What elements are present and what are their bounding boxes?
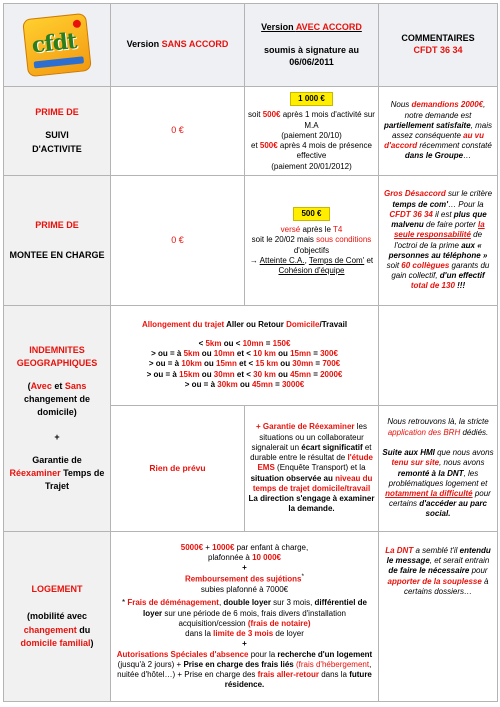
amount-badge: 500 € <box>293 207 329 221</box>
cell-logement-details: 5000€ + 1000€ par enfant à charge, plafonnée à 10 000€ + Remboursement des sujétions* subies plafonné à 7000€ * Frais de déménagement, double loyer sur 3 mois, différentiel de loyer sur une période de 6 mois, frais divers d'installation acquisition/cession (frais de notaire) dans la limite de 3 mois de loyer + Autorisations Spéciales d'absence pour la recherche d'un logement (jusqu'à 2 jours) + Prise en charge des frais liés (frais d'hébergement, nuitée d'hôtel…) + Prise en charge des frais aller-retour dans la future résidence. <box>111 532 379 702</box>
row-label-montee: PRIME DE MONTEE EN CHARGE <box>4 176 111 306</box>
table-row <box>4 532 498 702</box>
logo-cell <box>4 4 111 87</box>
row-label-logement: LOGEMENT (mobilité avec changement du domicile familial) <box>4 532 111 702</box>
cell-sans-suivi: 0 € <box>111 87 245 176</box>
comment-montee: Gros Désaccord sur le critère temps de com'… Pour la CFDT 36 34 il est plus que malvenu de faire porter la seule responsabilité de l'octroi de la prime aux « personnes au téléphone » soit 60 collègues garants du gain collectif, d'un effectif total de 130 !!! <box>379 176 498 306</box>
cell-sans-montee: 0 € <box>111 176 245 306</box>
comparison-table <box>3 3 498 702</box>
comment-indemnites: Nous retrouvons là, la stricte application des BRH dédiés. Suite aux HMI que nous avons tenu sur site, nous avons remonté à la DNT, les problématiques logement et notamment la difficulté pour certains d'accéder au parc social. <box>379 406 498 532</box>
table-row <box>4 176 498 306</box>
table-row <box>4 87 498 176</box>
comment-logement: La DNT a semblé t'il entendu le message, et serait entrain de faire le nécessaire pour apporter de la souplesse à certains dossiers… <box>379 532 498 702</box>
cell-avec-suivi: 1 000 € soit 500€ après 1 mois d'activité sur M.A (paiement 20/10) et 500€ après 4 mois de présence effective (paiement 20/01/2012) <box>245 87 379 176</box>
table-header-row <box>4 4 498 87</box>
cell-empty <box>379 306 498 406</box>
row-label-suivi: PRIME DE SUIVI D'ACTIVITE <box>4 87 111 176</box>
cell-grille-distances: Allongement du trajet Aller ou Retour Domicile/Travail < 5km ou < 10mn = 150€ > ou = à 5km ou 10mn et < 10 km ou 15mn = 300€ > ou = à 10km ou 15mn et < 15 km ou 30mn = 700€ > ou = à 15km ou 30mn et < 30 km ou 45mn = 2000€ > ou = à 30km ou 45mn = 3000€ <box>111 306 379 406</box>
cfdt-logo: cfdt <box>22 13 92 77</box>
amount-badge: 1 000 € <box>290 92 333 106</box>
row-label-indemnites: INDEMNITES GEOGRAPHIQUES (Avec et Sans changement de domicile) + Garantie de Réexaminer Temps de Trajet <box>4 306 111 532</box>
header-avec-accord: Version AVEC ACCORD soumis à signature au 06/06/2011 <box>245 4 379 87</box>
distance-scale: < 5km ou < 10mn = 150€ > ou = à 5km ou 10mn et < 10 km ou 15mn = 300€ > ou = à 10km ou 15mn et < 15 km ou 30mn = 700€ > ou = à 15km ou 30mn et < 30 km ou 45mn = 2000€ > ou = à 30km ou 45mn = 3000€ <box>146 338 343 390</box>
cell-sans-reexaminer: Rien de prévu <box>111 406 245 532</box>
header-sans-accord: Version SANS ACCORD <box>111 4 245 87</box>
header-commentaires: COMMENTAIRES CFDT 36 34 <box>379 4 498 87</box>
table-row <box>4 306 498 406</box>
comment-suivi: Nous demandions 2000€, notre demande est partiellement satisfaite, mais assez conséquente au vu d'accord récemment constaté dans le Groupe… <box>379 87 498 176</box>
cell-avec-reexaminer: + Garantie de Réexaminer les situations ou un collaborateur signalerait un écart significatif et durable entre le résultat de l'étude EMS (Enquête Transport) et la situation observée au niveau du temps de trajet domicile/travail La direction s'engage à examiner la demande. <box>245 406 379 532</box>
cell-avec-montee: 500 € versé après le T4 soit le 20/02 mais sous conditions d'objectifs → Atteinte C.A., Temps de Com' et Cohésion d'équipe <box>245 176 379 306</box>
